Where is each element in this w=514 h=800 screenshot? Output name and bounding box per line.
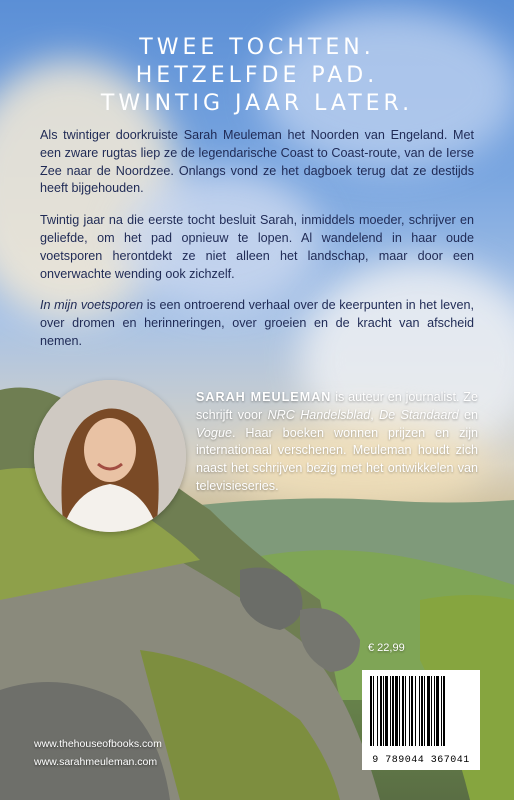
barcode-bar bbox=[399, 676, 400, 746]
author-bio bbox=[196, 389, 478, 496]
blurb-paragraph-1: Als twintiger doorkruiste Sarah Meuleman het Noorden van Engeland. Met een zware rugtas liep ze de legendarische Coast to Coast-route, van de Ierse Zee naar de Noordzee. Onlangs vond ze het dagboek terug dat ze destijds heeft bijgehouden. bbox=[40, 128, 474, 196]
headline-line-1: TWEE TOCHTEN. bbox=[139, 35, 375, 60]
publication-name: NRC Handelsblad bbox=[267, 407, 371, 422]
isbn-barcode bbox=[362, 670, 480, 770]
author-photo bbox=[34, 380, 186, 532]
bio-text: en bbox=[458, 407, 478, 422]
barcode-bar bbox=[395, 676, 398, 746]
barcode-bar bbox=[431, 676, 432, 746]
barcode-bar bbox=[436, 676, 439, 746]
face bbox=[84, 418, 136, 482]
barcode-bar bbox=[441, 676, 442, 746]
bio-text: , bbox=[370, 407, 380, 422]
author-portrait bbox=[34, 380, 186, 532]
bio-text: is auteur en journalist. Ze schrijft voor bbox=[196, 390, 478, 422]
barcode-bar bbox=[392, 676, 394, 746]
barcode-bars bbox=[362, 670, 480, 752]
bio-text: . Haar boeken wonnen prijzen en zijn internationaal verschenen. Meuleman houdt zich naast het schrijven bezig met het ontwikkelen van televisieseries. bbox=[196, 425, 478, 493]
barcode-bar bbox=[377, 676, 378, 746]
barcode-bar bbox=[443, 676, 445, 746]
blurb bbox=[40, 127, 474, 365]
blurb-paragraph-3-text: is een ontroerend verhaal over de keerpunten in het leven, over dromen en herinneringen, over groeien en de kracht van afscheid nemen. bbox=[40, 298, 474, 348]
headline-line-2: HETZELFDE PAD. bbox=[135, 63, 379, 88]
publication-name: Vogue bbox=[196, 425, 232, 440]
barcode-bar bbox=[409, 676, 410, 746]
blurb-paragraph-3 bbox=[40, 297, 474, 350]
barcode-bar bbox=[405, 676, 406, 746]
headline bbox=[0, 34, 514, 118]
website-links bbox=[34, 735, 162, 771]
barcode-bar bbox=[419, 676, 420, 746]
price-label: € 22,99 bbox=[368, 642, 405, 654]
barcode-bar bbox=[434, 676, 435, 746]
barcode-bar bbox=[421, 676, 423, 746]
barcode-bar bbox=[427, 676, 430, 746]
headline-line-3: TWINTIG JAAR LATER. bbox=[100, 91, 414, 116]
barcode-bar bbox=[383, 676, 384, 746]
book-title: In mijn voetsporen bbox=[40, 298, 144, 313]
barcode-bar bbox=[424, 676, 425, 746]
blurb-paragraph-2: Twintig jaar na die eerste tocht besluit Sarah, inmiddels moeder, schrijver en geliefde, om het pad opnieuw te lopen. Al wandelend in haar oude voetsporen herontdekt ze niet alleen het landschap, maar door een onverwachte wending ook zichzelf. bbox=[40, 213, 474, 281]
author-url[interactable]: www.sarahmeuleman.com bbox=[34, 756, 158, 768]
barcode-bar bbox=[402, 676, 404, 746]
barcode-bar bbox=[380, 676, 382, 746]
author-name: SARAH MEULEMAN bbox=[196, 390, 332, 404]
isbn-number: 9 789044 367041 bbox=[372, 755, 470, 766]
barcode-bar bbox=[390, 676, 391, 746]
barcode-bar bbox=[411, 676, 413, 746]
publisher-url[interactable]: www.thehouseofbooks.com bbox=[34, 738, 162, 750]
publication-name: De Standaard bbox=[379, 407, 459, 422]
barcode-bar bbox=[373, 676, 374, 746]
barcode-bar bbox=[385, 676, 388, 746]
barcode-bar bbox=[415, 676, 416, 746]
barcode-bar bbox=[370, 676, 372, 746]
